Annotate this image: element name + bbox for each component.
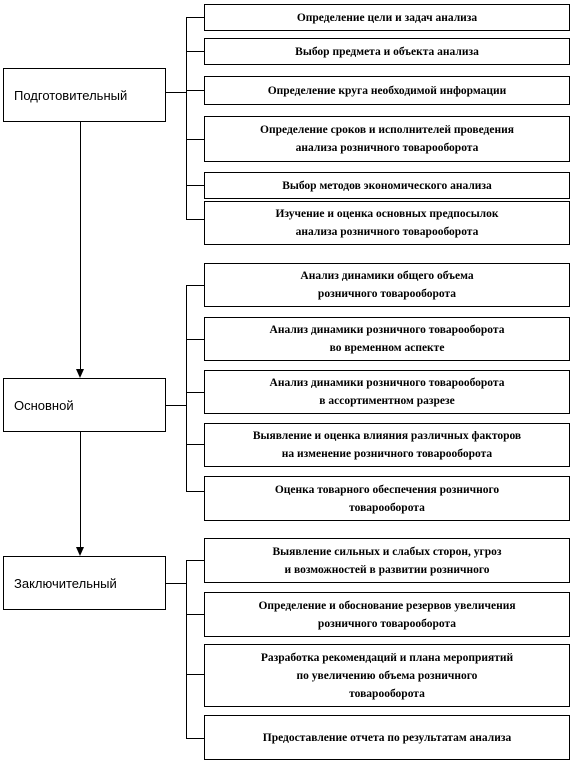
step-text: Выявление сильных и слабых сторон, угроз и возможностей в развитии розничного [272,545,502,576]
connector-stage1-horizontal [166,92,186,93]
connector-stage1-branch [186,90,204,91]
connector-stage1-spine [186,17,187,219]
step-box [204,423,570,467]
connector-stage2-branch [186,285,204,286]
stage-label-final: Заключительный [14,575,117,591]
step-text: Разработка рекомендаций и плана мероприятий по увеличению объема розничного товарооборота [260,651,514,700]
stage-box-main [3,378,166,432]
step-box [204,4,570,31]
step-box [204,172,570,199]
step-box [204,538,570,583]
step-text: Анализ динамики общего объема розничного товарооборота [300,270,474,300]
step-box [204,317,570,361]
step-box [204,370,570,414]
connector-stage3-horizontal [166,583,186,584]
step-box [204,644,570,707]
connector-stage2-branch [186,392,204,393]
connector-stage3-branch [186,614,204,615]
step-box [204,201,570,245]
arrow-shaft-preparatory-to-main [80,122,81,369]
connector-stage2-spine [186,285,187,491]
step-text: Оценка товарного обеспечения розничного товарооборота [274,483,500,514]
connector-stage3-spine [186,560,187,738]
connector-stage1-branch [186,17,204,18]
step-box [204,116,570,162]
step-box [204,263,570,307]
connector-stage3-branch [186,560,204,561]
step-box [204,592,570,637]
step-text: Изучение и оценка основных предпосылок анализа розничного товарооборота [275,208,499,238]
step-text: Выбор предмета и объекта анализа [295,45,479,58]
step-text: Определение круга необходимой информации [267,84,507,97]
arrow-head-preparatory-to-main [76,369,84,378]
step-text: Определение цели и задач анализа [296,11,478,24]
step-text: Предоставление отчета по результатам анализа [262,731,512,744]
connector-stage3-branch [186,674,204,675]
step-text: Анализ динамики розничного товарооборота во временном аспекте [269,324,505,354]
step-text: Определение сроков и исполнителей проведения анализа розничного товарооборота [260,124,514,154]
connector-stage2-branch [186,444,204,445]
connector-stage2-branch [186,339,204,340]
step-text: Выявление и оценка влияния различных факторов на изменение розничного товарооборота [252,430,522,460]
stage-label-preparatory: Подготовительный [14,87,128,103]
connector-stage1-branch [186,185,204,186]
arrow-shaft-main-to-final [80,432,81,547]
connector-stage1-branch [186,51,204,52]
stage-box-final [3,556,166,610]
step-box [204,38,570,65]
connector-stage1-branch [186,219,204,220]
connector-stage2-branch [186,491,204,492]
step-box [204,476,570,521]
connector-stage2-horizontal [166,405,186,406]
connector-stage3-branch [186,738,204,739]
step-text: Определение и обоснование резервов увеличения розничного товарооборота [258,599,516,630]
step-text: Выбор методов экономического анализа [282,179,492,192]
stage-box-preparatory [3,68,166,122]
arrow-head-main-to-final [76,547,84,556]
step-box [204,715,570,760]
step-text: Анализ динамики розничного товарооборота в ассортиментном разрезе [269,377,505,407]
step-box [204,76,570,105]
connector-stage1-branch [186,139,204,140]
stage-label-main: Основной [14,397,74,413]
